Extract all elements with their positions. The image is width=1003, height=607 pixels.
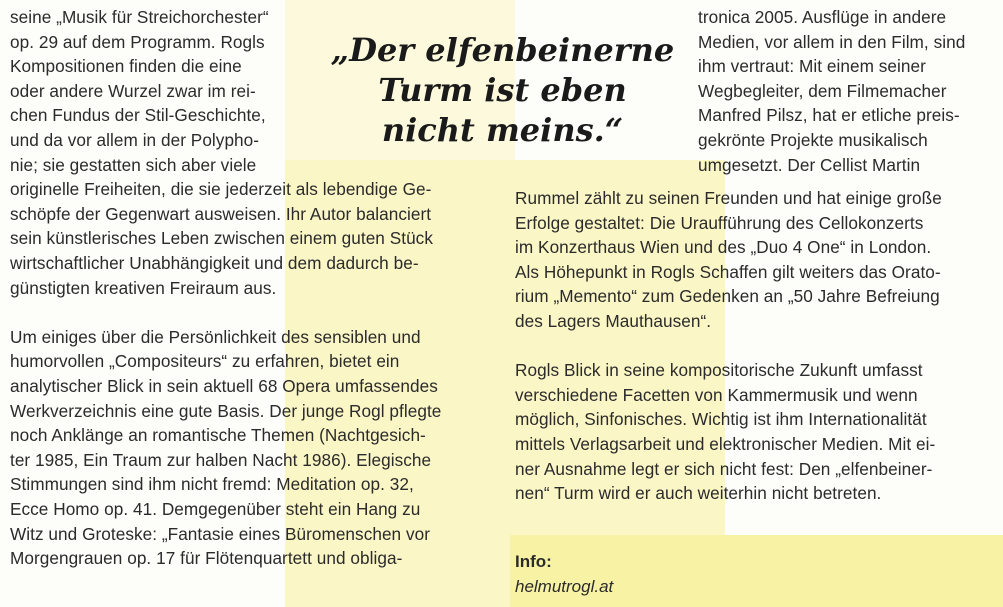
- text-line: Stimmungen sind ihm nicht fremd: Meditation op. 32,: [10, 474, 414, 495]
- text-line: Witz und Groteske: „Fantasie eines Büromenschen vor: [10, 523, 431, 544]
- text-line: op. 29 auf dem Programm. Rogls: [10, 31, 265, 52]
- text-line: tronica 2005. Ausflüge in andere: [698, 7, 947, 27]
- pull-quote: [330, 30, 675, 150]
- pull-quote-line: nicht meins.“: [381, 111, 624, 149]
- text-line: rium „Memento“ zum Gedenken an „50 Jahre Befreiung: [515, 286, 940, 307]
- text-line: sein künstlerisches Leben zwischen einem guten Stück: [10, 228, 433, 249]
- text-line: Erfolge gestaltet: Die Uraufführung des Cellokonzerts: [515, 212, 924, 233]
- text-line: seine „Musik für Streichorchester“: [10, 7, 269, 27]
- text-line: im Konzerthaus Wien und des „Duo 4 One“ in London.: [515, 237, 932, 258]
- text-line: umgesetzt. Der Cellist Martin: [698, 154, 921, 175]
- pull-quote-line: Turm ist eben: [378, 71, 627, 109]
- text-line: Rogls Blick in seine kompositorische Zukunft umfasst: [515, 360, 923, 381]
- text-line: des Lagers Mauthausen“.: [515, 311, 712, 331]
- text-line: Als Höhepunkt in Rogls Schaffen gilt weiters das Orato-: [515, 261, 941, 282]
- text-line: Rummel zählt zu seinen Freunden und hat einige große: [515, 188, 942, 208]
- text-line: analytischer Blick in sein aktuell 68 Opera umfassendes: [10, 376, 438, 396]
- text-line: chen Fundus der Stil-Geschichte,: [10, 105, 266, 126]
- text-line: noch Anklänge an romantische Themen (Nachtgesich-: [10, 425, 426, 446]
- text-line: und da vor allem in der Polypho-: [10, 130, 260, 150]
- text-line: nen“ Turm wird er auch weiterhin nicht betreten.: [515, 483, 882, 504]
- text-line: nie; sie gestatten sich aber viele: [10, 154, 257, 175]
- text-line: Ecce Homo op. 41. Demgegenüber steht ein Hang zu: [10, 499, 421, 519]
- text-line: ter 1985, Ein Traum zur halben Nacht 1986). Elegische: [10, 449, 432, 470]
- text-line: ner Ausnahme legt er sich nicht fest: Den „elfenbeiner-: [515, 458, 933, 479]
- text-line: mittels Verlagsarbeit und elektronischer Medien. Mit ei-: [515, 434, 936, 454]
- text-line: wirtschaftlicher Unabhängigkeit und dem dadurch be-: [10, 253, 419, 273]
- text-line: Medien, vor allem in den Film, sind: [698, 31, 966, 52]
- text-line: schöpfe der Gegenwart ausweisen. Ihr Autor balanciert: [10, 203, 432, 224]
- text-line: ihm vertraut: Mit einem seiner: [698, 56, 926, 77]
- text-line: Kompositionen finden die eine: [10, 56, 242, 77]
- text-line: Wegbegleiter, dem Filmemacher: [698, 80, 947, 101]
- text-line: möglich, Sinfonisches. Wichtig ist ihm Internationalität: [515, 409, 927, 430]
- text-line: oder andere Wurzel zwar im rei-: [10, 80, 256, 101]
- text-line: Werkverzeichnis eine gute Basis. Der junge Rogl pflegte: [10, 400, 442, 421]
- info-link[interactable]: helmutrogl.at: [515, 577, 614, 596]
- pull-quote-line: „Der elfenbeinerne: [330, 31, 675, 69]
- text-line: verschiedene Facetten von Kammermusik und wenn: [515, 384, 918, 405]
- text-line: humorvollen „Compositeurs“ zu erfahren, bietet ein: [10, 351, 400, 372]
- text-line: Manfred Pilsz, hat er etliche preis-: [698, 105, 960, 126]
- text-line: Morgengrauen op. 17 für Flötenquartett und obliga-: [10, 548, 403, 569]
- text-line: günstigten kreativen Freiraum aus.: [10, 277, 277, 298]
- text-line: originelle Freiheiten, die sie jederzeit als lebendige Ge-: [10, 179, 432, 200]
- text-line: Um einiges über die Persönlichkeit des sensiblen und: [10, 326, 421, 347]
- text-line: gekrönte Projekte musikalisch: [698, 130, 928, 150]
- info-label: Info:: [515, 552, 552, 571]
